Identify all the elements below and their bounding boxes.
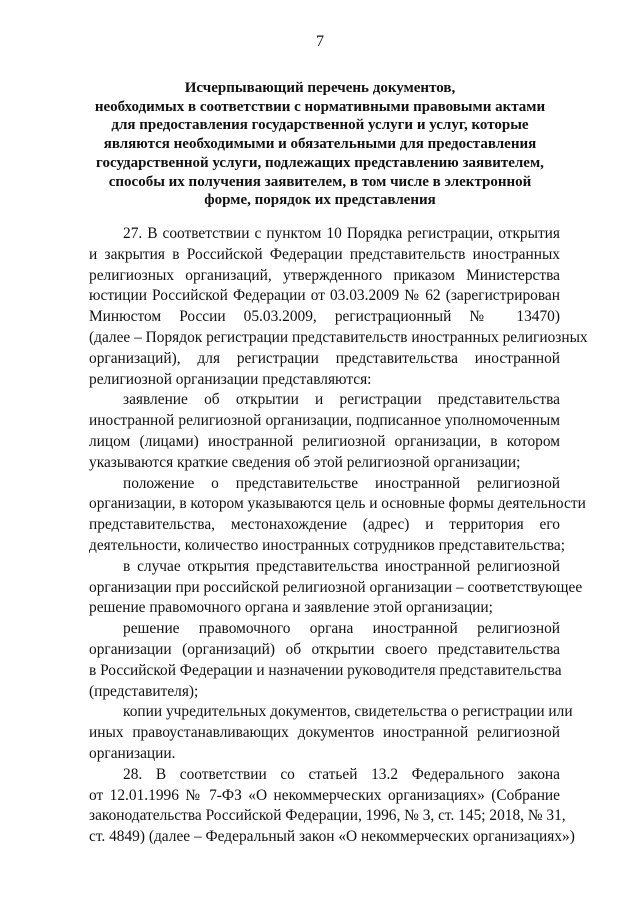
paragraph [89,702,573,764]
paragraph [89,224,588,390]
paragraph-line: (далее – Порядок регистрации представительств иностранных религиозных [89,328,588,346]
paragraph-line: иностранной религиозной организации, подписанное уполномоченным [89,412,560,430]
section-title [60,79,580,210]
title-line: Исчерпывающий перечень документов, [184,80,456,96]
paragraph [89,557,583,619]
paragraph-line: решение правомочного органа иностранной религиозной [123,620,560,638]
paragraph-line: (представителя); [89,682,199,700]
paragraph-line: законодательства Российской Федерации, 1996, № 3, ст. 145; 2018, № 31, [89,807,566,825]
paragraph-line: заявление об открытии и регистрации представительства [123,391,560,409]
paragraph-line: лицом (лицами) иностранной религиозной организации, в котором [89,432,560,450]
paragraph-line: 28. В соответствии со статьей 13.2 Федерального закона [123,765,560,783]
paragraph-line: представительства, местонахождение (адрес) и территория его [89,516,560,534]
paragraph-line: организации при российской религиозной организации – соответствующее [89,578,583,596]
paragraph-line: организации. [89,744,176,762]
paragraph-line: организации, в котором указываются цель и основные формы деятельности [89,495,586,513]
paragraph-line: юстиции Российской Федерации от 03.03.2009 № 62 (зарегистрирован [89,287,560,305]
paragraph-line: организаций), для регистрации представительства иностранной [89,349,560,367]
paragraph-line: организации (организаций) об открытии своего представительства [89,640,560,658]
paragraph-line: ст. 4849) (далее – Федеральный закон «О некоммерческих организациях») [89,828,575,846]
paragraph [89,474,586,557]
title-line: являются необходимыми и обязательными для предоставления [103,136,537,153]
title-line: государственной услуги, подлежащих представлению заявителем, [96,154,544,171]
paragraph-line: иных правоустанавливающих документов иностранной религиозной [89,724,560,742]
paragraph [89,619,560,702]
paragraph-line: положение о представительстве иностранной религиозной [123,474,560,492]
paragraph-line: решение правомочного органа и заявление этой организации; [89,599,493,617]
title-line: форме, порядок их представления [204,192,436,209]
paragraph-line: деятельности, количество иностранных сотрудников представительства; [89,536,566,554]
title-line: способы их получения заявителем, в том числе в электронной [108,173,532,190]
paragraph-line: и закрытия в Российской Федерации представительств иностранных [89,245,560,263]
paragraph-line: от 12.01.1996 № 7-ФЗ «О некоммерческих организациях» (Собрание [89,786,560,804]
paragraph-line: указываются краткие сведения об этой религиозной организации; [89,453,521,471]
document-body [89,224,588,848]
paragraph-line: в случае открытия представительства иностранной религиозной [123,557,560,575]
paragraph [89,390,560,473]
paragraph-line: в Российской Федерации и назначении руководителя представительства [89,661,562,679]
paragraph-line: копии учредительных документов, свидетельства о регистрации или [123,703,573,721]
title-line: для предоставления государственной услуги и услуг, которые [111,117,529,134]
paragraph-line: религиозной организации представляются: [89,370,372,388]
paragraph-line: 27. В соответствии с пунктом 10 Порядка регистрации, открытия [123,225,560,242]
paragraph [89,765,575,848]
paragraph-line: Минюстом России 05.03.2009, регистрационный № 13470) [89,308,560,326]
page-number: 7 [316,33,324,50]
title-line: необходимых в соответствии с нормативными правовыми актами [94,98,546,115]
paragraph-line: религиозных организаций, утвержденного приказом Министерства [89,266,560,284]
